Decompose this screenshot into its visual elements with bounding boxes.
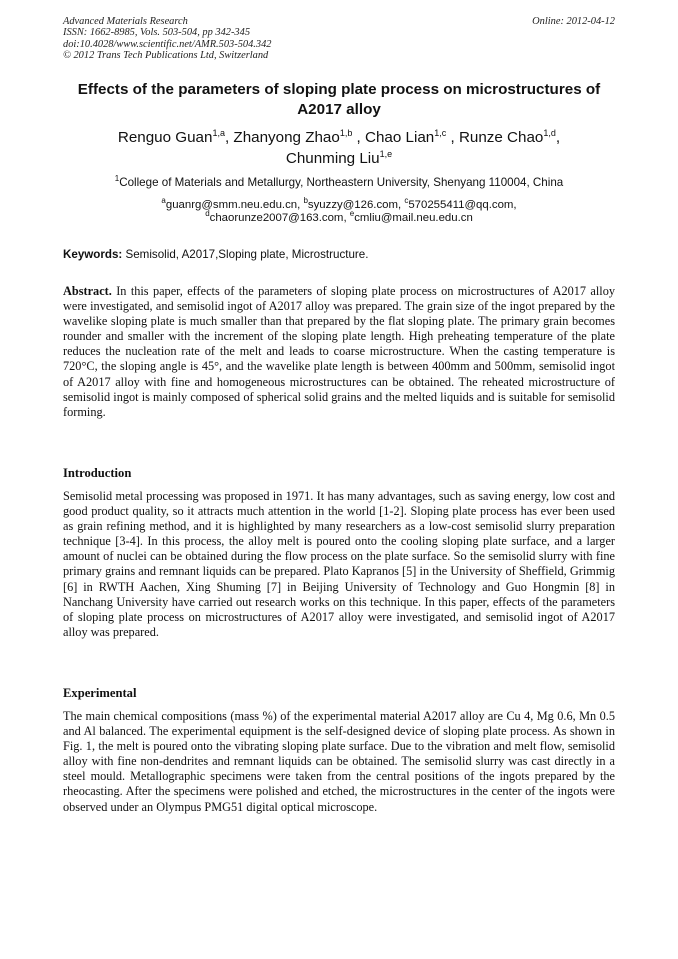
email: $^c$570255411@qq.com, [404,196,517,211]
email-list [63,196,615,225]
introduction-text: Semisolid metal processing was proposed in 1971. It has many advantages, such as saving energy, low cost and good product quality, so it attracts much attention in the world [1-2]. Sloping plate process has ever been used as grain refining method, and it is highlighted by many researchers as a low-cost semisolid slurry preparation technique [3-4]. In this process, the alloy melt is poured onto the cooling sloping plate surface, and a larger amount of nuclei can be obtained during the flow process on the plate surface. So the semisolid slurry with fine primary grains and remnant liquids can be prepared. Plato Kapranos [5] in the University of Sheffield, Grimmig [6] in RWTH Aachen, Xing Shuming [7] in Beijing University of Technology and Guo Hongmin [8] in Nanchang University have carried out research works on this technique. In this paper, effects of the parameters of sloping plate process on microstructures of A2017 alloy were investigated, and semisolid ingot of A2017 alloy was prepared. [63,489,615,639]
author: Runze Chao$^{1,d}$, [458,128,561,146]
introduction-heading: Introduction [63,466,132,480]
doi-line: doi:10.4028/www.scientific.net/AMR.503-504.342 [63,38,272,50]
email: $^a$guanrg@smm.neu.edu.cn, [161,196,304,211]
abstract-text: In this paper, effects of the parameters of sloping plate process on microstructures of A2017 alloy were investigated, and semisolid ingot of A2017 alloy was prepared. The grain size of the ingot prepared by the wavelike sloping plate is much smaller than that prepared by the flat sloping plate. The primary grain becomes rounder and smaller with the increment of the sloping plate length. High preheating temperature of the plate reduces the nucleation rate of the melt and leads to coarse microstructure. When the casting temperature is 720°C, the sloping angle is 45°, and the wavelike plate length is between 400mm and 500mm, semisolid ingot of A2017 alloy with fine and homogeneous microstructures can be obtained. The reheated microstructure of semisolid ingot is mainly composed of spherical solid grains and the melted liquids and is suitable for semisolid forming. [63,284,615,419]
author: Chao Lian$^{1,c}$ , [365,128,459,146]
keywords-label: Keywords: [63,248,123,261]
email: $^b$syuzzy@126.com, [303,196,405,211]
email: $^d$chaorunze2007@163.com, [205,209,350,224]
copyright-line: © 2012 Trans Tech Publications Ltd, Switzerland [63,50,269,62]
author: Zhanyong Zhao$^{1,b}$ , [233,128,365,146]
email: $^e$cmliu@mail.neu.edu.cn [349,209,473,224]
author: Chunming Liu$^{1,e}$ [285,148,393,167]
abstract-label: Abstract. [63,284,112,298]
affiliation: $^1$College of Materials and Metallurgy, Northeastern University, Shenyang 110004, China [114,174,564,189]
author: Renguo Guan$^{1,a}$, [117,128,234,146]
journal-name: Advanced Materials Research [63,16,188,27]
paper-title: Effects of the parameters of sloping plate process on microstructures of A2017 alloy [77,81,601,118]
abstract [63,284,615,420]
author-list [70,128,608,169]
online-date: Online: 2012-04-12 [532,16,615,27]
experimental-heading: Experimental [63,686,137,700]
keywords [63,248,615,262]
issn-line: ISSN: 1662-8985, Vols. 503-504, pp 342-345 [63,27,251,39]
experimental-text: The main chemical compositions (mass %) of the experimental material A2017 alloy are Cu 4, Mg 0.6, Mn 0.5 and Al balanced. The experimental equipment is the self-designed device of sloping plate process. As shown in Fig. 1, the melt is poured onto the vibrating sloping plate surface. Due to the vibration and melt flow, semisolid alloy with fine non-dendrites and remnant liquids can be obtained. The semisolid slurry was cast directly in a steel mould. Metallographic specimens were taken from the central positions of the ingots prepared by the rheocasting. After the specimens were polished and etched, the microstructures in the center of the ingots were observed under an Olympus PMG51 digital optical microscope. [63,709,615,814]
keywords-text: Semisolid, A2017,Sloping plate, Microstructure. [122,248,369,261]
